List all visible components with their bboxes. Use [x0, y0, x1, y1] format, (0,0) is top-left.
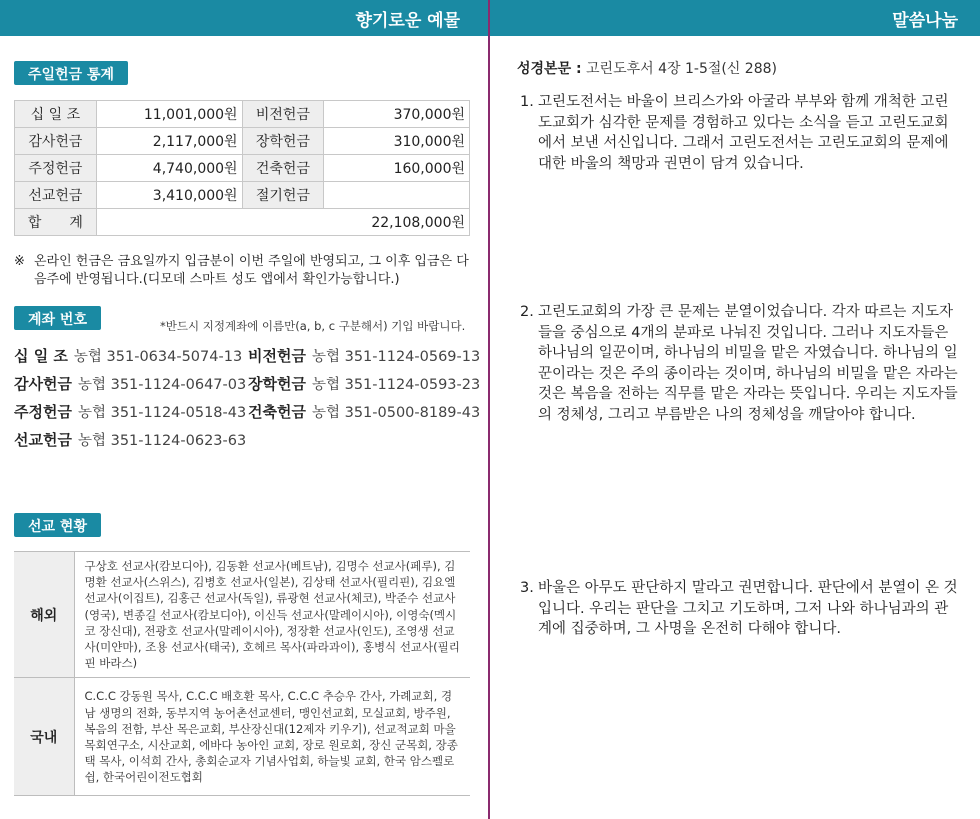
domestic-text: C.C.C 강동원 목사, C.C.C 배호환 목사, C.C.C 추승우 간사, 가례교회, 경남 생명의 전화, 동부지역 농어촌선교센터, 맹인선교회, 모실교회, 방주원, 복음의 전함, 부산 목은교회, 부산장신대(12제자 키우기), 선교적교회 마을목회연구소, 시산교회, 에바다 농아인 교회, 장로 원로회, 장신 군목회, 장종택 목사, 이석희 간사, 총회순교자 기념사업회, 하늘빛 교회, 한국 암스펠로쉽, 한국어린이전도협회 [74, 678, 470, 796]
sermon-point [520, 92, 960, 174]
offering-badge: 주일헌금 통계 [14, 61, 128, 85]
offering-value: 3,410,000원 [96, 182, 242, 209]
table-row [14, 552, 470, 678]
offering-label: 비전헌금 [242, 101, 324, 128]
account-number: 농협 351-0634-5074-13 [73, 349, 243, 365]
account-item [248, 373, 480, 394]
account-item [14, 345, 242, 366]
account-item [248, 401, 480, 422]
point-text: 바울은 아무도 판단하지 말라고 권면합니다. 판단에서 분열이 온 것입니다. 우리는 판단을 그치고 기도하며, 그저 나와 하나님과의 관계에 집중하며, 그 사명을 온전히 다해야 합니다. [538, 580, 958, 637]
online-offering-note [14, 253, 474, 289]
accounts-badge: 계좌 번호 [14, 306, 101, 330]
accounts-note: *반드시 지정계좌에 이름만(a, b, c 구분해서) 기입 바랍니다. [160, 319, 466, 333]
account-number: 농협 351-1124-0647-03 [77, 377, 247, 393]
note-text: 온라인 헌금은 금요일까지 입금분이 이번 주일에 반영되고, 그 이후 입금은 다음주에 반영됩니다.(디모데 스마트 성도 앱에서 확인가능합니다.) [34, 254, 469, 287]
offering-value: 310,000원 [324, 128, 470, 155]
column-divider [488, 0, 490, 819]
sermon-point [520, 302, 960, 425]
account-name: 장학헌금 [248, 375, 306, 393]
table-row-total [15, 209, 470, 236]
total-value: 22,108,000원 [96, 209, 469, 236]
account-item [14, 401, 246, 422]
offering-label: 주정헌금 [15, 155, 97, 182]
account-name: 십 일 조 [14, 347, 68, 365]
offering-value: 2,117,000원 [96, 128, 242, 155]
point-text: 고린도전서는 바울이 브리스가와 아굴라 부부와 함께 개척한 고린도교회가 심각한 문제를 경험하고 있다는 소식을 듣고 고린도교회에서 보낸 서신입니다. 그래서 고린도전서는 고린도교회의 문제에 대한 바울의 책망과 권면이 담겨 있습니다. [538, 94, 949, 172]
account-name: 선교헌금 [14, 431, 72, 449]
account-name: 건축헌금 [248, 403, 306, 421]
overseas-label: 해외 [14, 552, 74, 678]
verse-label: 성경본문 : [517, 61, 582, 77]
offering-label: 선교헌금 [15, 182, 97, 209]
header-left-title: 향기로운 예물 [355, 11, 460, 31]
header-right-title: 말씀나눔 [892, 11, 958, 31]
account-number: 농협 351-1124-0518-43 [77, 405, 247, 421]
domestic-label: 국내 [14, 678, 74, 796]
table-row [15, 182, 470, 209]
verse-line [517, 58, 777, 78]
table-row [14, 678, 470, 796]
total-label: 합 계 [15, 209, 97, 236]
sermon-point [520, 578, 960, 640]
offering-label: 절기헌금 [242, 182, 324, 209]
offering-label: 건축헌금 [242, 155, 324, 182]
offering-label: 십 일 조 [15, 101, 97, 128]
overseas-text: 구상호 선교사(캄보디아), 김동환 선교사(베트남), 김명수 선교사(페루), 김명환 선교사(스위스), 김병호 선교사(일본), 김상태 선교사(필리핀), 김요엘 선교사(이집트), 김홍근 선교사(독일), 류광현 선교사(체코), 박준수 선교사(영국), 변종길 선교사(캄보디아), 이신득 선교사(말레이시아), 이영숙(멕시코 장신대), 전광호 선교사(말레이시아), 정장환 선교사(인도), 조영생 선교사(미얀마), 조용 선교사(태국), 호헤르 목사(파라과이), 홍병식 선교사(필리핀 바라스) [74, 552, 470, 678]
point-number: 1. [520, 94, 534, 110]
point-text: 고린도교회의 가장 큰 문제는 분열이었습니다. 각자 따르는 지도자들을 중심으로 4개의 분파로 나눠진 것입니다. 그러나 지도자들은 하나님의 일꾼이며, 하나님의 비밀을 맡은 자였습니다. 하나님의 일꾼이라는 것은 주의 종이라는 것이며, 하나님의 비밀을 맡은 자라는 것은 복음을 전하는 직무를 맡은 자라는 뜻입니다. 우리는 지도자들의 정체성, 그리고 부름받은 나의 정체성을 깨달아야 합니다. [538, 304, 958, 423]
account-number: 농협 351-1124-0623-63 [77, 433, 247, 449]
mission-badge: 선교 현황 [14, 513, 101, 537]
offering-value: 160,000원 [324, 155, 470, 182]
verse-text: 고린도후서 4장 1-5절(신 288) [586, 61, 777, 77]
header-bar [0, 0, 980, 36]
account-item [14, 429, 246, 450]
account-name: 비전헌금 [248, 347, 306, 365]
offering-label: 장학헌금 [242, 128, 324, 155]
offering-value [324, 182, 470, 209]
mission-table [14, 551, 470, 796]
account-number: 농협 351-1124-0593-23 [311, 377, 481, 393]
account-number: 농협 351-1124-0569-13 [311, 349, 481, 365]
table-row [15, 101, 470, 128]
note-mark: ※ [14, 254, 25, 269]
account-name: 주정헌금 [14, 403, 72, 421]
table-row [15, 128, 470, 155]
offering-value: 370,000원 [324, 101, 470, 128]
offering-value: 4,740,000원 [96, 155, 242, 182]
point-number: 2. [520, 304, 534, 320]
account-item [14, 373, 246, 394]
account-name: 감사헌금 [14, 375, 72, 393]
offering-table [14, 100, 470, 236]
account-item [248, 345, 480, 366]
offering-label: 감사헌금 [15, 128, 97, 155]
table-row [15, 155, 470, 182]
account-number: 농협 351-0500-8189-43 [311, 405, 481, 421]
offering-value: 11,001,000원 [96, 101, 242, 128]
point-number: 3. [520, 580, 534, 596]
